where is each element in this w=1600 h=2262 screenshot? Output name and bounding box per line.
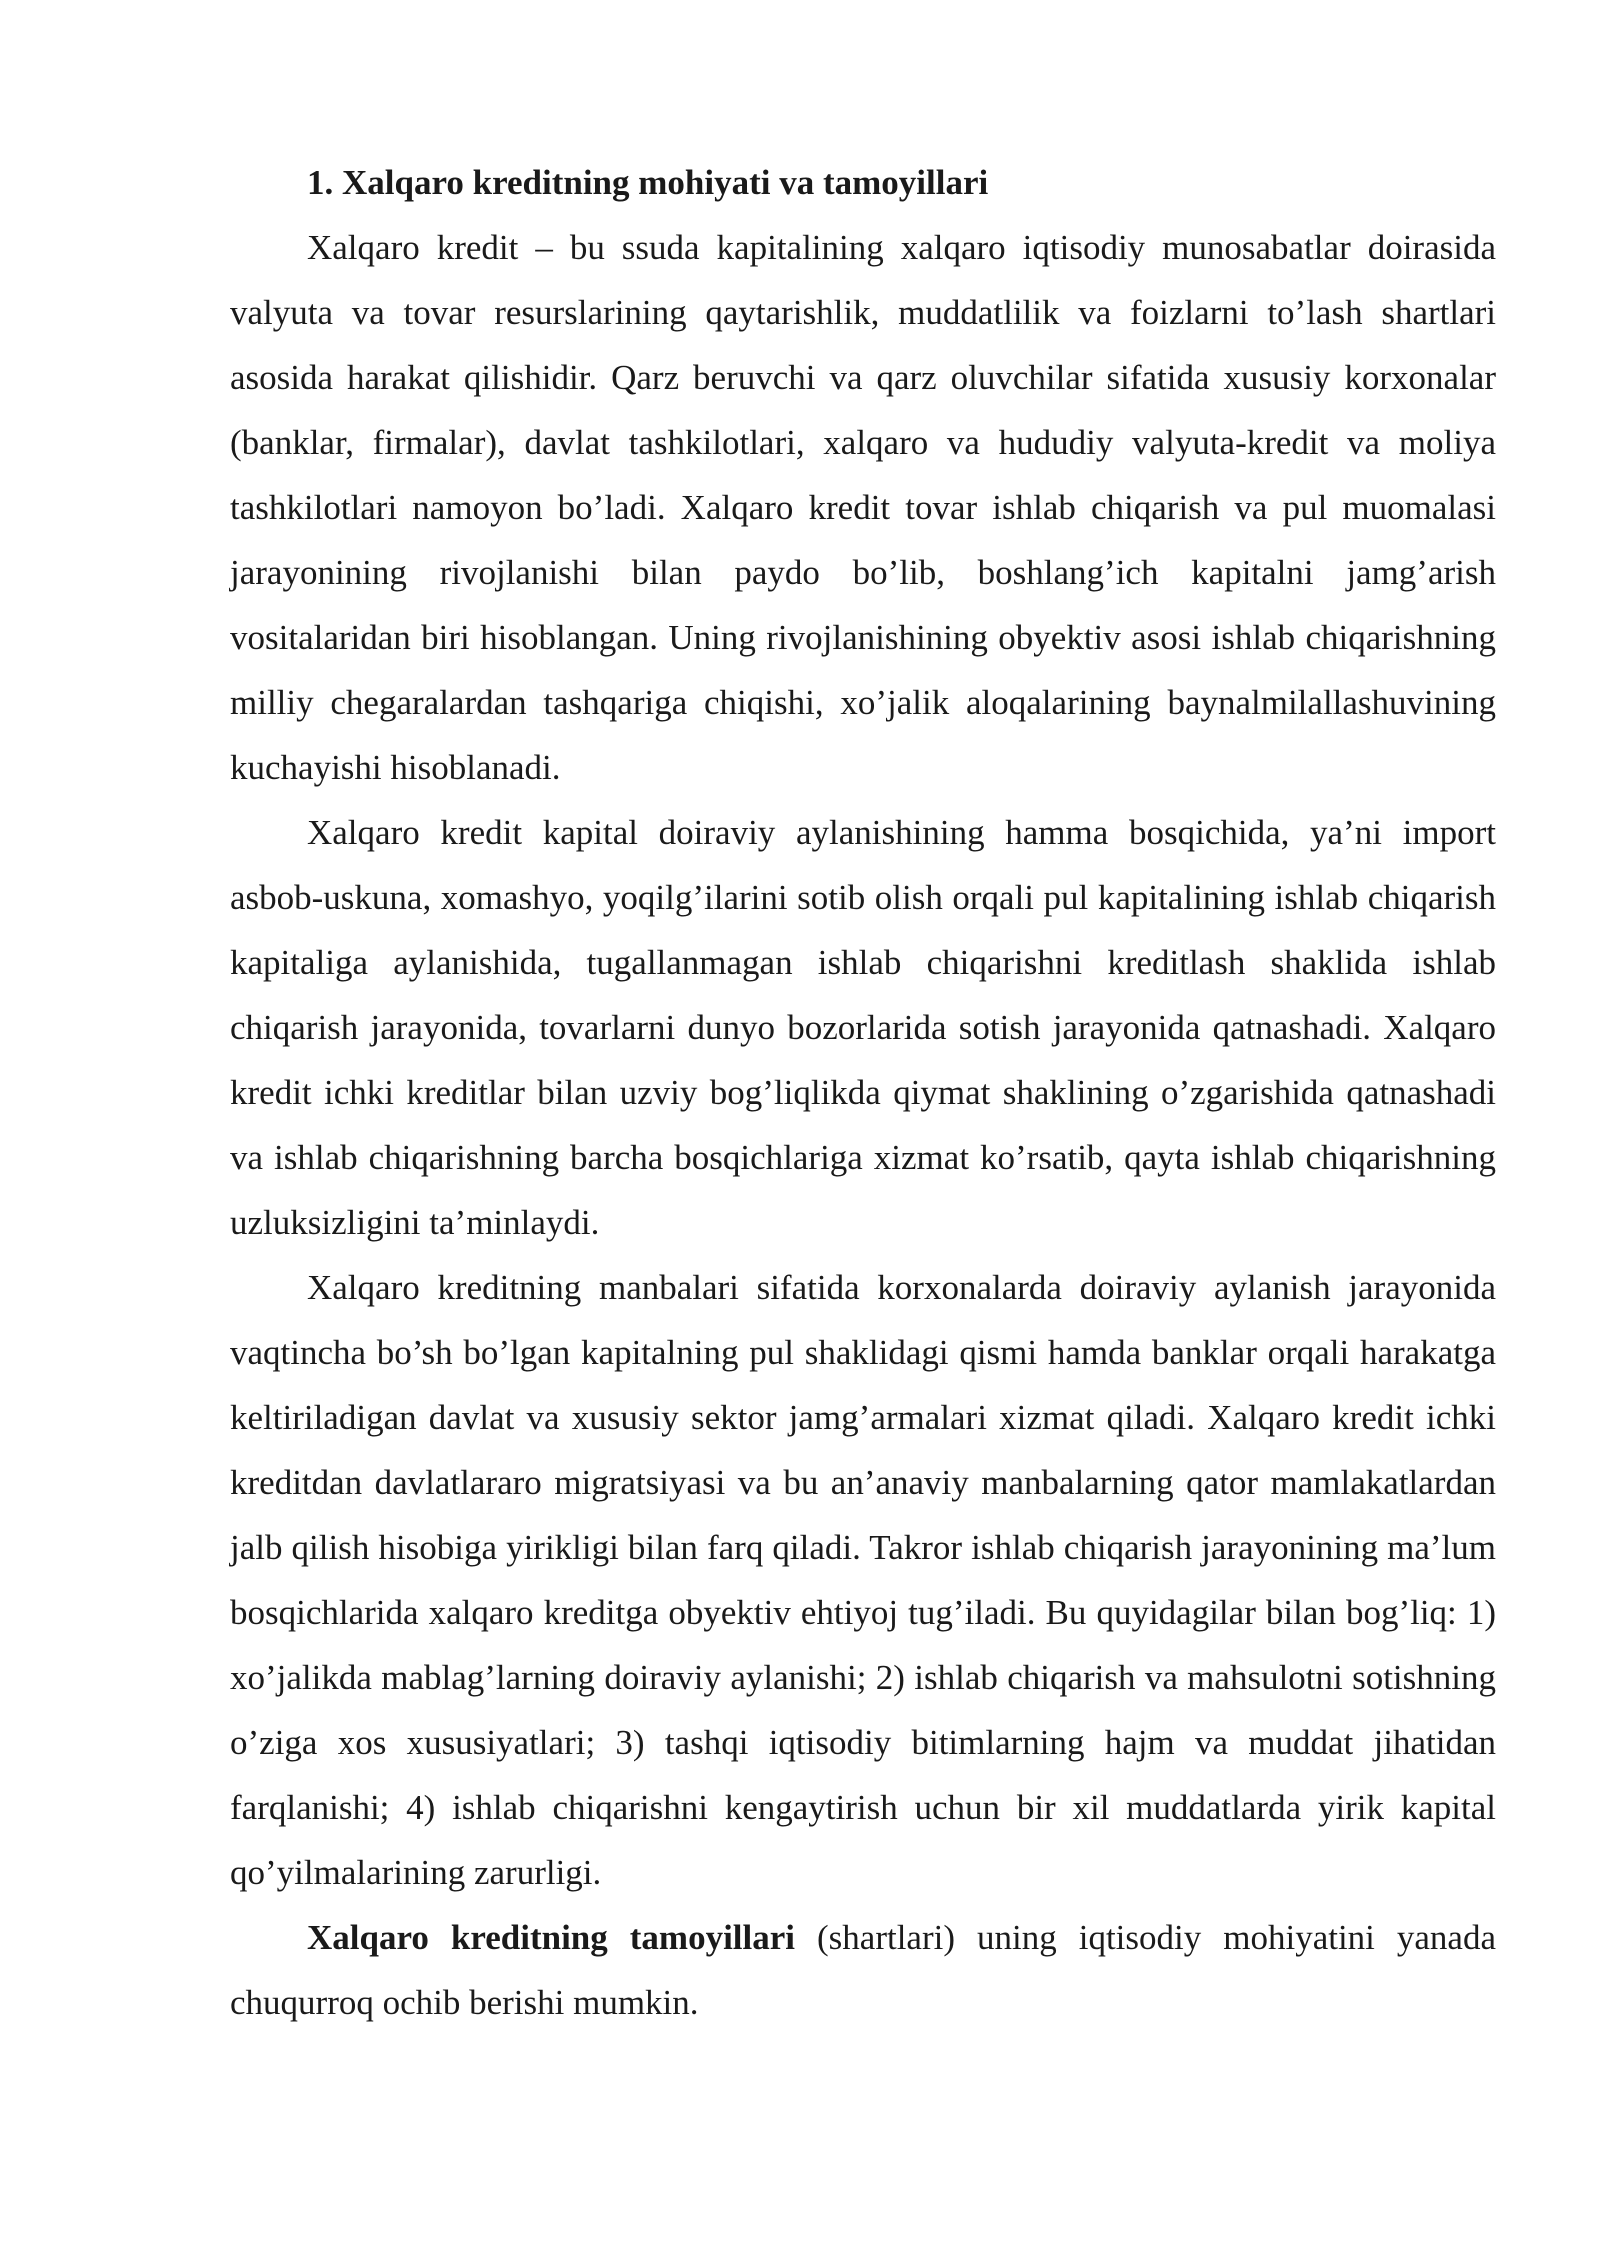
section-heading: 1. Xalqaro kreditning mohiyati va tamoyillari <box>307 163 989 202</box>
paragraph-principles-intro <box>230 1905 1496 2035</box>
paragraph-capital-circulation: Xalqaro kredit kapital doiraviy aylanishining hamma bosqichida, ya’ni import asbob-uskuna, xomashyo, yoqilg’ilarini sotib olish orqali pul kapitalining ishlab chiqarish kapitaliga aylanishida, tugallanmagan ishlab chiqarishni kreditlash shaklida ishlab chiqarish jarayonida, tovarlarni dunyo bozorlarida sotish jarayonida qatnashadi. Xalqaro kredit ichki kreditlar bilan uzviy bog’liqlikda qiymat shaklining o’zgarishida qatnashadi va ishlab chiqarishning barcha bosqichlariga xizmat ko’rsatib, qayta ishlab chiqarishning uzluksizligini ta’minlaydi. <box>230 813 1496 1242</box>
paragraph-definition: Xalqaro kredit – bu ssuda kapitalining xalqaro iqtisodiy munosabatlar doirasida valyuta va tovar resurslarining qaytarishlik, muddatlilik va foizlarni to’lash shartlari asosida harakat qilishidir. Qarz beruvchi va qarz oluvchilar sifatida xususiy korxonalar (banklar, firmalar), davlat tashkilotlari, xalqaro va hududiy valyuta-kredit va moliya tashkilotlari namoyon bo’ladi. Xalqaro kredit tovar ishlab chiqarish va pul muomalasi jarayonining rivojlanishi bilan paydo bo’lib, boshlang’ich kapitalni jamg’arish vositalaridan biri hisoblangan. Uning rivojlanishining obyektiv asosi ishlab chiqarishning milliy chegaralardan tashqariga chiqishi, xo’jalik aloqalarining baynalmilallashuvining kuchayishi hisoblanadi. <box>230 228 1496 787</box>
principles-rest-text: (shartlari) uning iqtisodiy mohiyatini yanada chuqurroq ochib berishi mumkin. <box>230 1918 1496 2022</box>
paragraph-credit-sources: Xalqaro kreditning manbalari sifatida korxonalarda doiraviy aylanish jarayonida vaqtincha bo’sh bo’lgan kapitalning pul shaklidagi qismi hamda banklar orqali harakatga keltiriladigan davlat va xususiy sektor jamg’armalari xizmat qiladi. Xalqaro kredit ichki kreditdan davlatlararo migratsiyasi va bu an’anaviy manbalarning qator mamlakatlardan jalb qilish hisobiga yirikligi bilan farq qiladi. Takror ishlab chiqarish jarayonining ma’lum bosqichlarida xalqaro kreditga obyektiv ehtiyoj tug’iladi. Bu quyidagilar bilan bog’liq: 1) xo’jalikda mablag’larning doiraviy aylanishi; 2) ishlab chiqarish va mahsulotni sotishning o’ziga xos xususiyatlari; 3) tashqi iqtisodiy bitimlarning hajm va muddat jihatidan farqlanishi; 4) ishlab chiqarishni kengaytirish uchun bir xil muddatlarda yirik kapital qo’yilmalarining zarurligi. <box>230 1268 1496 1892</box>
document-page <box>230 150 1496 2035</box>
principles-bold-lead: Xalqaro kreditning tamoyillari <box>307 1918 796 1957</box>
